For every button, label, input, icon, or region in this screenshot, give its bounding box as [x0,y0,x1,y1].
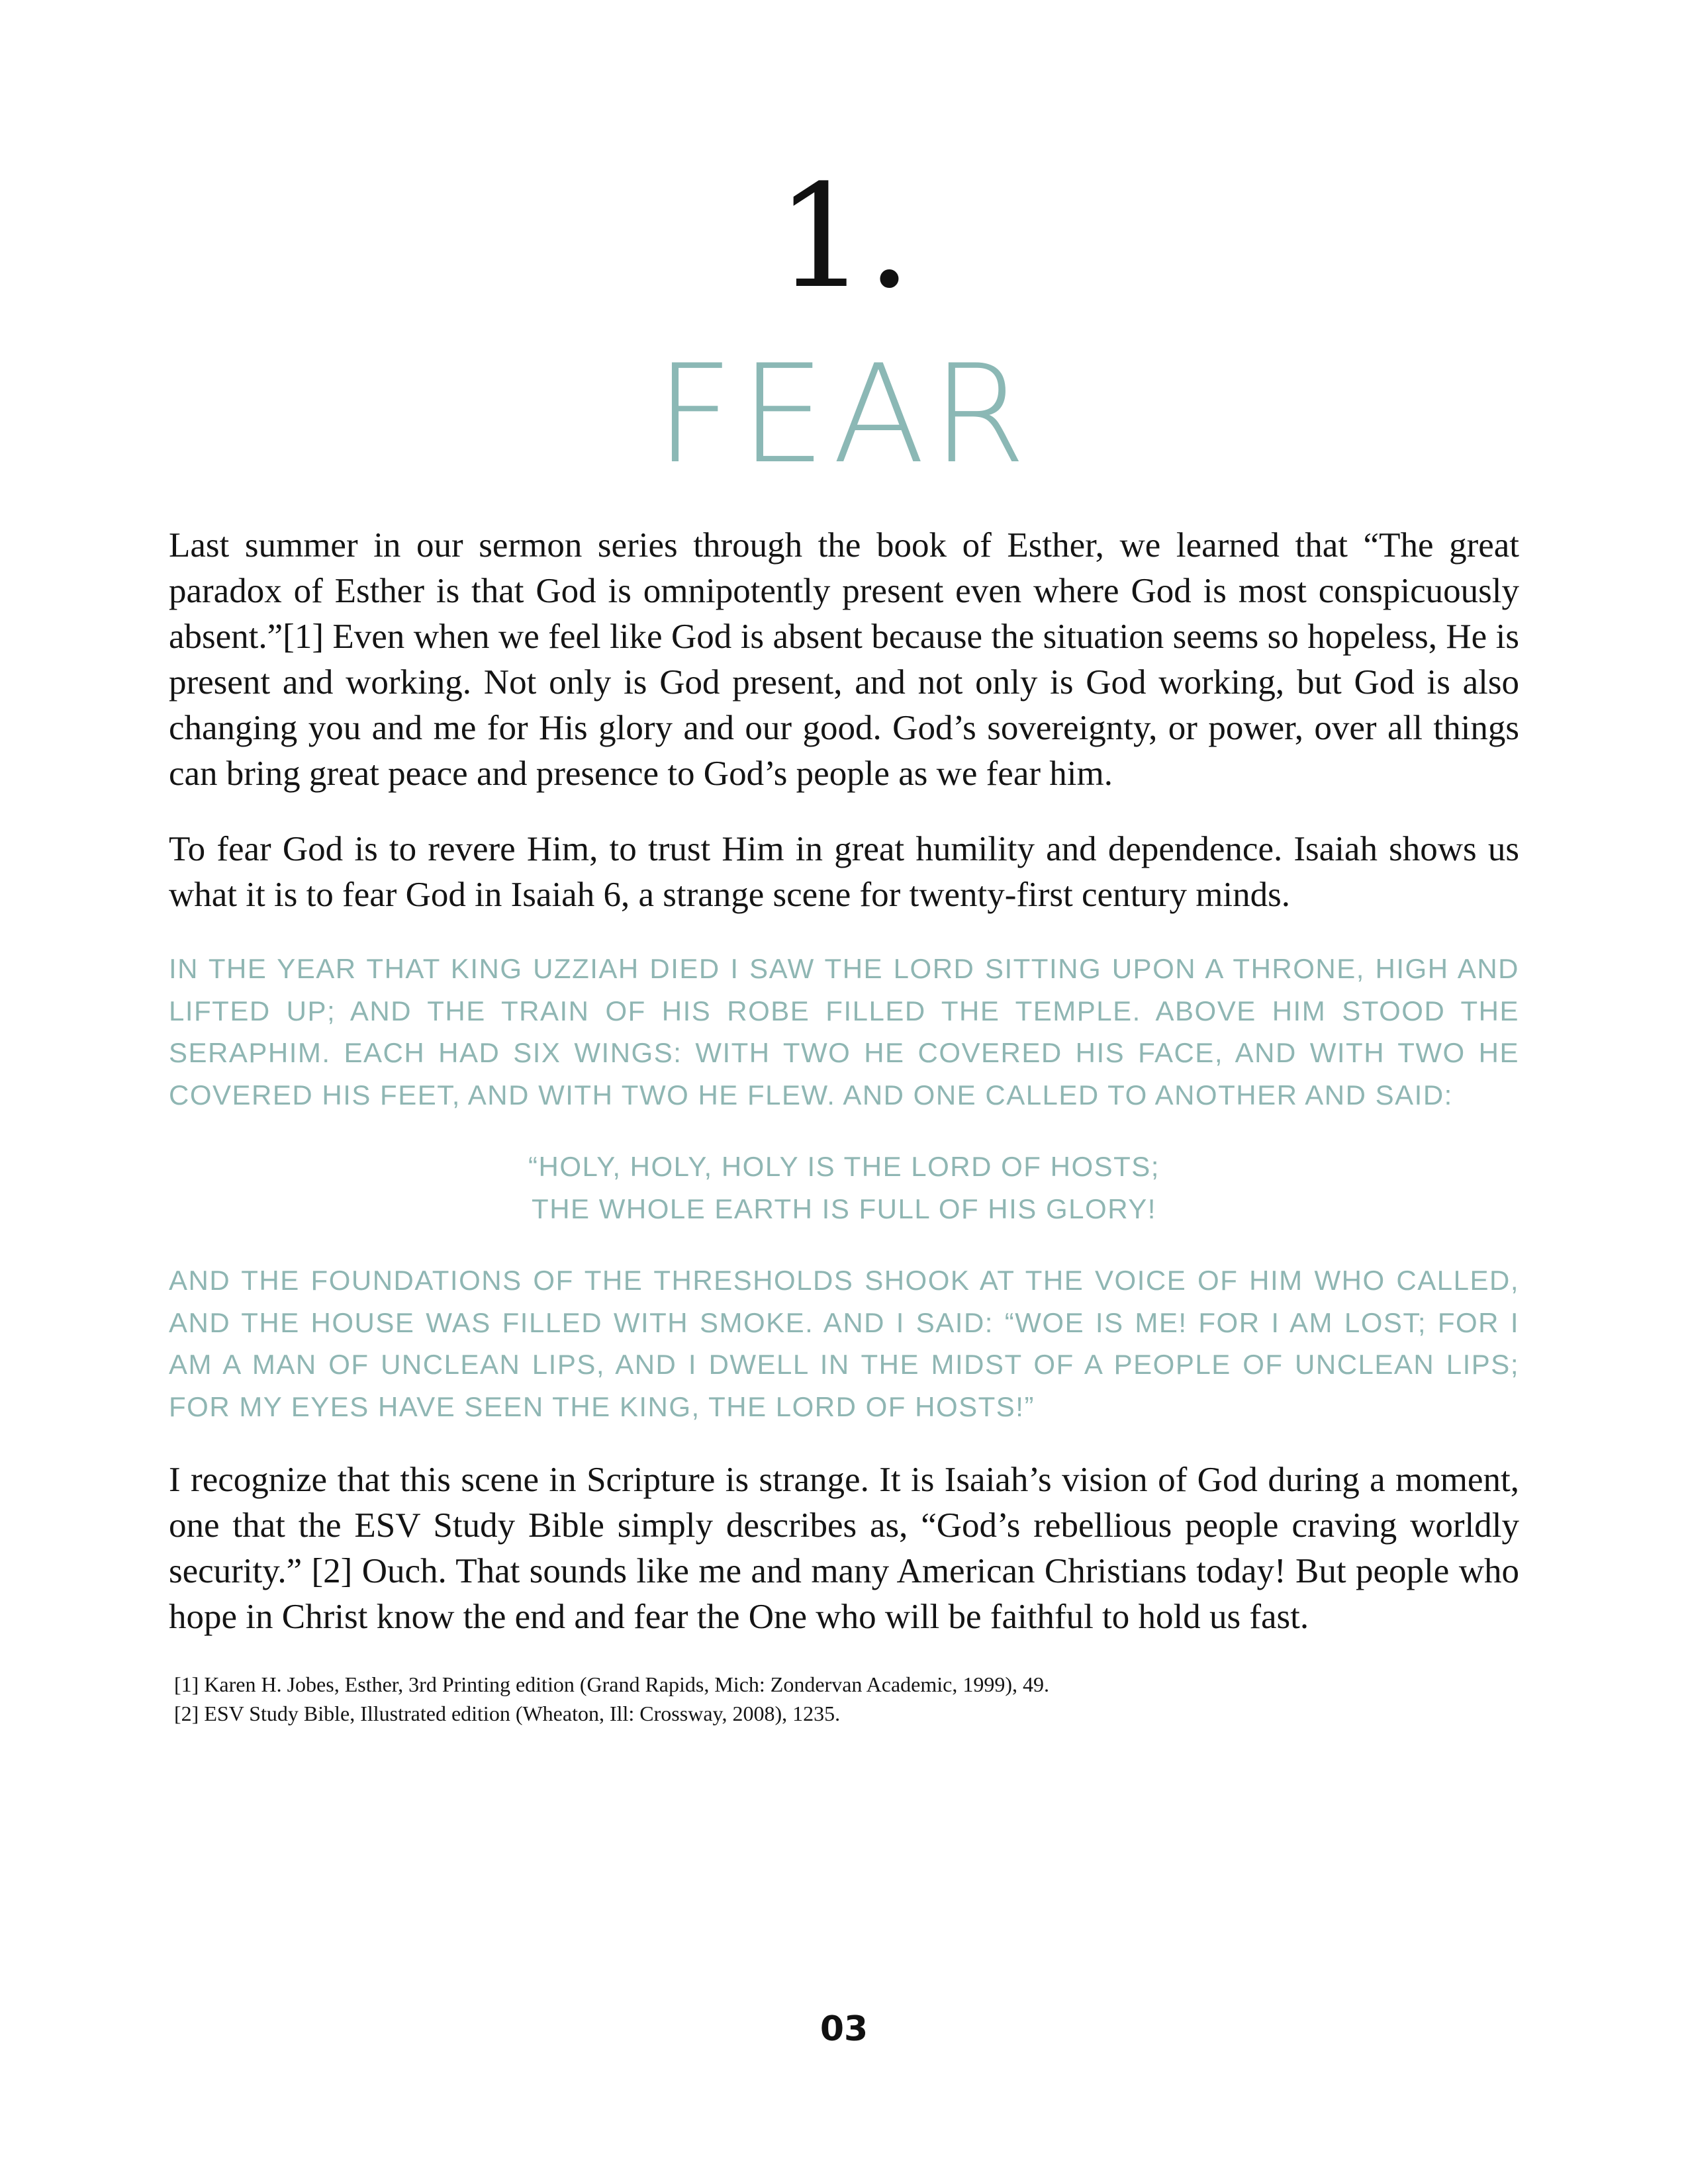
scripture-quote-intro: IN THE YEAR THAT KING UZZIAH DIED I SAW THE LORD SITTING UPON A THRONE, HIGH AND LIFTED UP; AND THE TRAIN OF HIS ROBE FILLED THE TEMPLE. ABOVE HIM STOOD THE SERAPHIM. EACH HAD SIX WINGS: WITH TWO HE COVERED HIS FACE, AND WITH TWO HE COVERED HIS FEET, AND WITH TWO HE FLEW. AND ONE CALLED TO ANOTHER AND SAID: [169,953,1519,1111]
footnote-2: [2] ESV Study Bible, Illustrated edition (Wheaton, Ill: Crossway, 2008), 1235. [174,1702,841,1725]
chapter-body [169,523,1519,1728]
scripture-song-line-1: “HOLY, HOLY, HOLY IS THE LORD OF HOSTS; [528,1151,1160,1182]
body-paragraph-1: Last summer in our sermon series through the book of Esther, we learned that “The great paradox of Esther is that God is omnipotently present even where God is most conspicuously absent.”[1] Even when we feel like God is absent because the situation seems so hopeless, He is present and working. Not only is God present, and not only is God working, but God is also changing you and me for His glory and our good. God’s sovereignty, or power, over all things can bring great peace and presence to God’s people as we fear him. [169,526,1519,793]
scripture-song [169,1146,1519,1230]
chapter-number: 1. [776,154,912,320]
scripture-song-line-2: THE WHOLE EARTH IS FULL OF HIS GLORY! [532,1193,1156,1224]
body-paragraph-2: To fear God is to revere Him, to trust Him in great humility and dependence. Isaiah shows us what it is to fear God in Isaiah 6, a strange scene for twenty-first century minds. [169,830,1519,914]
body-paragraph-3: I recognize that this scene in Scripture is strange. It is Isaiah’s vision of God during a moment, one that the ESV Study Bible simply describes as, “God’s rebellious people craving worldly security.” [2] Ouch. That sounds like me and many American Christians today! But people who hope in Christ know the end and fear the One who will be faithful to hold us fast. [169,1461,1519,1636]
page-number: 03 [820,2009,868,2049]
footnote-1: [1] Karen H. Jobes, Esther, 3rd Printing edition (Grand Rapids, Mich: Zondervan Academic, 1999), 49. [174,1672,1049,1696]
footnotes [169,1670,1519,1728]
scripture-quote-after: AND THE FOUNDATIONS OF THE THRESHOLDS SHOOK AT THE VOICE OF HIM WHO CALLED, AND THE HOUSE WAS FILLED WITH SMOKE. AND I SAID: “WOE IS ME! FOR I AM LOST; FOR I AM A MAN OF UNCLEAN LIPS, AND I DWELL IN THE MIDST OF A PEOPLE OF UNCLEAN LIPS; FOR MY EYES HAVE SEEN THE KING, THE LORD OF HOSTS!” [169,1265,1519,1422]
chapter-title: FEAR [655,336,1033,494]
